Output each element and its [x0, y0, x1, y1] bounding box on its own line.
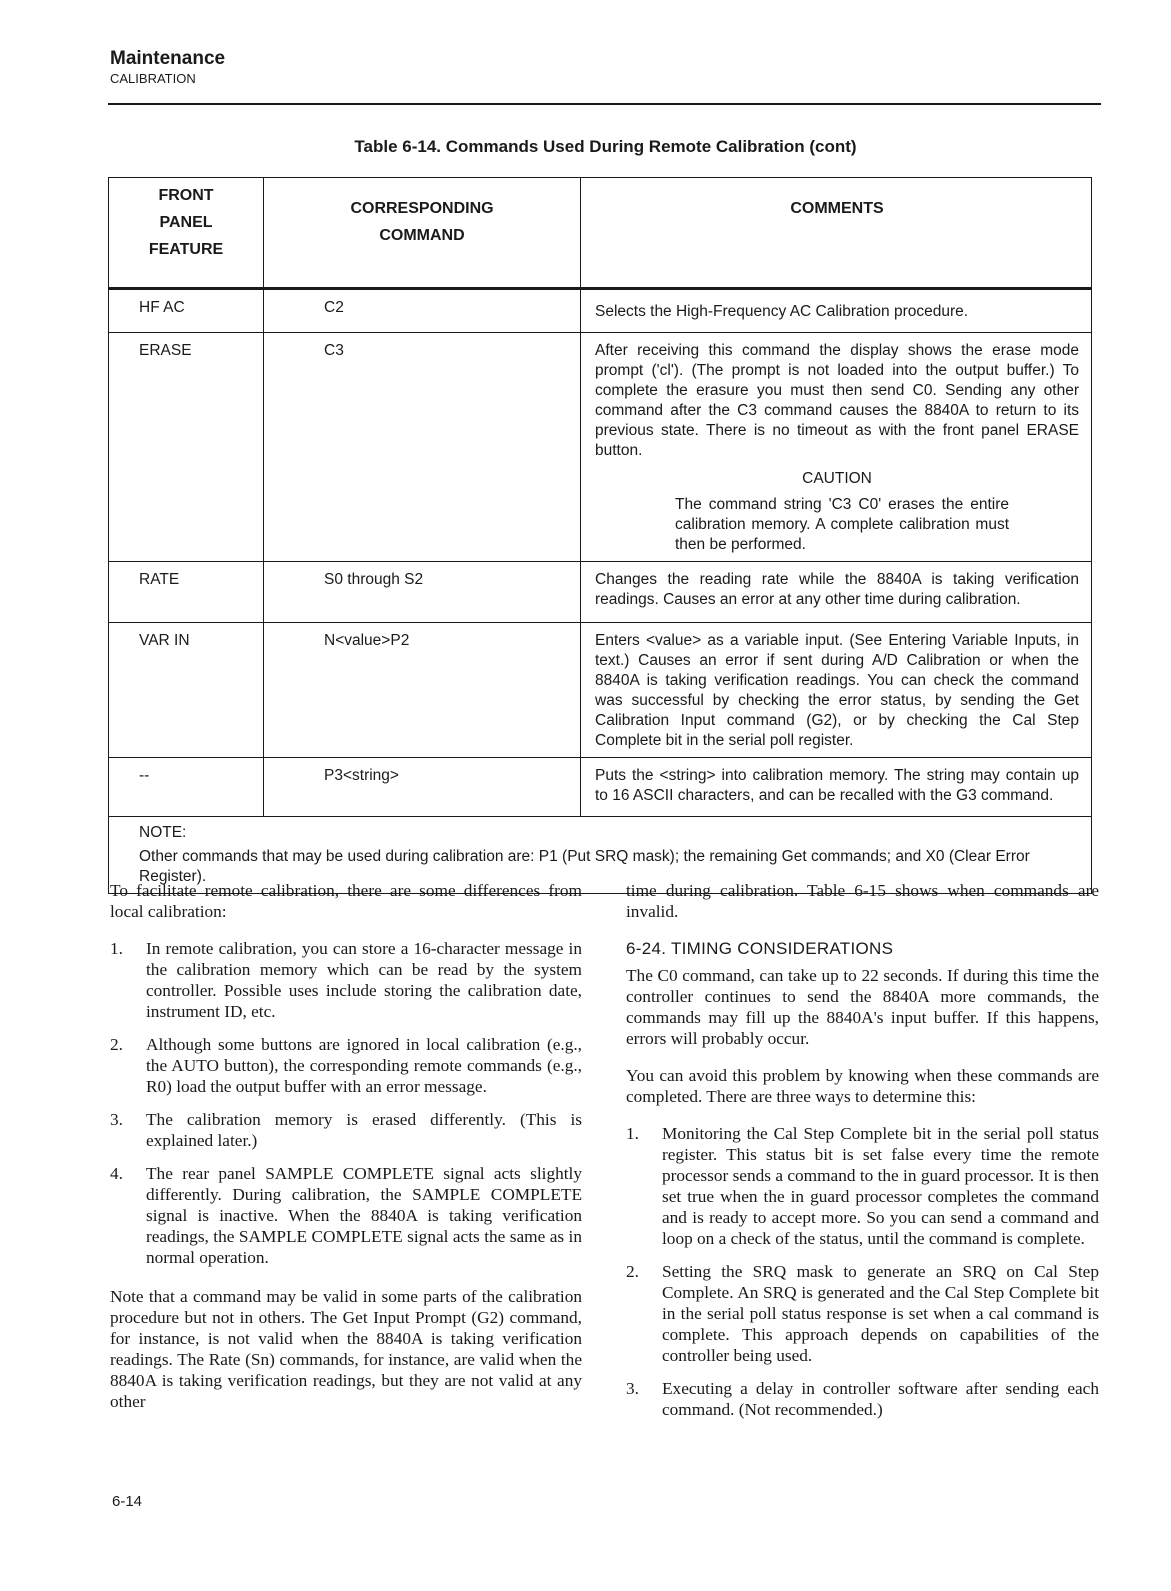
left-column [110, 880, 582, 1428]
commands-table [108, 177, 1092, 894]
list-text: Although some buttons are ignored in local calibration (e.g., the AUTO button), the corresponding remote commands (e.g., R0) load the output buffer with an error message. [146, 1035, 582, 1096]
list-number: 2. [110, 1035, 123, 1054]
header-divider [108, 103, 1101, 105]
comment-cell: Changes the reading rate while the 8840A is taking verification readings. Causes an error at any other time during calibration. [581, 562, 1092, 623]
table-row [109, 758, 1092, 817]
continuation-paragraph: time during calibration. Table 6-15 shows when commands are invalid. [626, 881, 1099, 921]
list-text: Setting the SRQ mask to generate an SRQ on Cal Step Complete. An SRQ is generated and the Cal Step Complete bit in the serial poll status response is set when a cal command is complete. This approach depends on capabilities of the controller being used. [662, 1262, 1099, 1365]
note-label: NOTE: [139, 824, 187, 841]
header-line: FRONT [158, 187, 214, 204]
section-title: Maintenance [110, 48, 226, 69]
comment-text: After receiving this command the display shows the erase mode prompt ('cl'). (The prompt is not loaded into the output buffer.) To complete the erasure you must then send C0. Sending any other command after the C3 command causes the 8840A to return to its previous state. There is no timeout as with the front panel ERASE button. [595, 342, 1079, 459]
list-number: 4. [110, 1164, 123, 1183]
table-row [109, 623, 1092, 758]
header-corresponding-command [264, 178, 581, 289]
feature-cell: VAR IN [109, 623, 264, 758]
command-cell: P3<string> [264, 758, 581, 817]
list-number: 3. [626, 1379, 639, 1398]
right-column [626, 880, 1099, 1438]
command-cell: S0 through S2 [264, 562, 581, 623]
comment-cell: Selects the High-Frequency AC Calibration procedure. [581, 289, 1092, 333]
methods-list [626, 1123, 1099, 1420]
list-item [110, 938, 582, 1022]
caution-heading: CAUTION [802, 470, 872, 487]
list-text: Monitoring the Cal Step Complete bit in the serial poll status register. This status bit is set false every time the remote processor sends a command to the in guard processor. It is then set true when the in guard processor completes the command and is ready to accept more. So you can send a command and loop on a check of the status, until the command is complete. [662, 1124, 1099, 1248]
list-item [110, 1109, 582, 1151]
page-number: 6-14 [112, 1493, 143, 1510]
command-cell: N<value>P2 [264, 623, 581, 758]
section-heading: 6-24. TIMING CONSIDERATIONS [626, 939, 894, 958]
intro-paragraph: To facilitate remote calibration, there are some differences from local calibration: [110, 881, 582, 921]
list-text: The rear panel SAMPLE COMPLETE signal acts slightly differently. During calibration, the SAMPLE COMPLETE signal is inactive. When the 8840A is taking verification readings, the SAMPLE COMPLETE signal acts the same as in normal operation. [146, 1164, 582, 1267]
header-front-panel-feature [109, 178, 264, 289]
list-item [110, 1034, 582, 1097]
differences-list [110, 938, 582, 1268]
comment-cell [581, 333, 1092, 562]
list-text: Executing a delay in controller software after sending each command. (Not recommended.) [662, 1379, 1099, 1419]
list-number: 1. [110, 939, 123, 958]
table-row [109, 289, 1092, 333]
list-number: 2. [626, 1262, 639, 1281]
command-cell: C3 [264, 333, 581, 562]
table-header-row [109, 178, 1092, 289]
list-text: In remote calibration, you can store a 16-character message in the calibration memory which can be read by the system controller. Possible uses include storing the calibration date, instrument ID, etc. [146, 939, 582, 1021]
feature-cell: HF AC [109, 289, 264, 333]
section-subtitle: CALIBRATION [110, 71, 196, 86]
header-comments [581, 178, 1092, 289]
list-item [110, 1163, 582, 1268]
header-line: COMMENTS [790, 200, 884, 217]
note-text: Other commands that may be used during calibration are: P1 (Put SRQ mask); the remaining Get commands; and X0 (Clear Error Register). [139, 848, 1030, 885]
header-line: CORRESPONDING [350, 200, 494, 217]
header-line: PANEL [159, 214, 213, 231]
comment-cell: Enters <value> as a variable input. (See Entering Variable Inputs, in text.) Causes an error if sent during A/D Calibration or when the 8840A is taking verification readings. You can check the command was successful by checking the error status, by sending the Get Calibration Input command (G2), or by checking the Cal Step Complete bit in the serial poll register. [581, 623, 1092, 758]
list-number: 3. [110, 1110, 123, 1129]
header-line: FEATURE [148, 241, 224, 258]
list-item [626, 1378, 1099, 1420]
timing-paragraph: The C0 command, can take up to 22 seconds. If during this time the controller continues to send the 8840A more commands, the commands may fill up the 8840A's input buffer. If this happens, errors will probably occur. [626, 966, 1099, 1048]
command-cell: C2 [264, 289, 581, 333]
feature-cell: ERASE [109, 333, 264, 562]
caution-text: The command string 'C3 C0' erases the entire calibration memory. A complete calibration must then be performed. [675, 496, 1009, 553]
feature-cell: RATE [109, 562, 264, 623]
feature-cell: -- [109, 758, 264, 817]
table-row [109, 562, 1092, 623]
table-row [109, 333, 1092, 562]
list-item [626, 1123, 1099, 1249]
note-paragraph: Note that a command may be valid in some parts of the calibration procedure but not in others. The Get Input Prompt (G2) command, for instance, is not valid when the 8840A is taking verification readings. The Rate (Sn) commands, for instance, are valid when the 8840A is taking verification readings, but they are not valid at any other [110, 1287, 582, 1411]
avoid-paragraph: You can avoid this problem by knowing when these commands are completed. There are three ways to determine this: [626, 1066, 1099, 1106]
list-number: 1. [626, 1124, 639, 1143]
table-caption: Table 6-14. Commands Used During Remote Calibration (cont) [354, 137, 857, 156]
list-text: The calibration memory is erased differently. (This is explained later.) [146, 1110, 582, 1150]
list-item [626, 1261, 1099, 1366]
comment-cell: Puts the <string> into calibration memory. The string may contain up to 16 ASCII characters, and can be recalled with the G3 command. [581, 758, 1092, 817]
header-line: COMMAND [379, 227, 465, 244]
